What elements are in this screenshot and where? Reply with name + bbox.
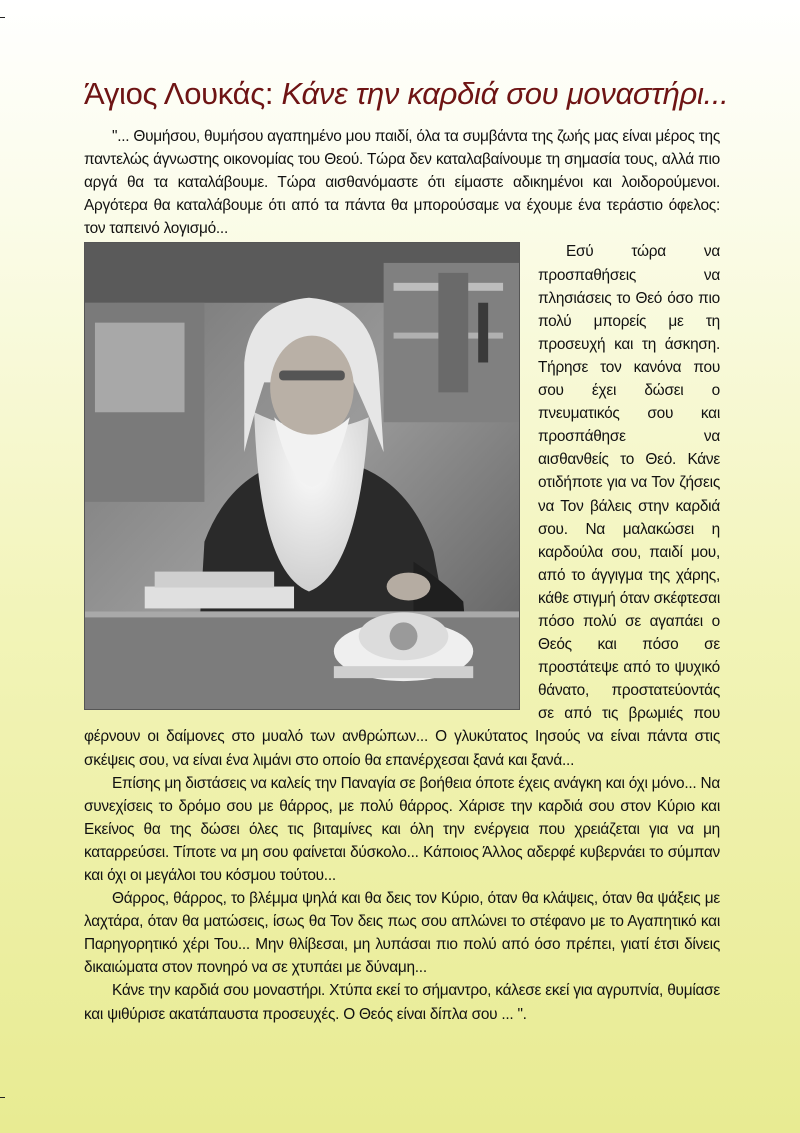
photo-elder-seated	[85, 243, 519, 709]
saint-photo	[84, 242, 520, 710]
article-body	[84, 125, 720, 1026]
title-saint-name: Άγιος Λουκάς:	[84, 76, 282, 111]
paragraph-4: Θάρρος, θάρρος, το βλέμμα ψηλά και θα δεις τον Κύριο, όταν θα κλάψεις, όταν θα ψάξεις με λαχτάρα, όταν θα ματώσεις, ίσως θα Τον δεις πως σου απλώνει το στέφανο με το Αγαπητικό και Παρηγορητικό χέρι Του... Μην θλίβεσαι, μη λυπάσαι πιο πολύ από όσο πρέπει, γιατί έτσι δίνεις δικαιώματα στον πονηρό να σε χτυπάει με δύναμη...	[84, 890, 720, 977]
crop-mark-bottom	[0, 1097, 5, 1098]
paragraph-3: Επίσης μη διστάσεις να καλείς την Παναγία σε βοήθεια όποτε έχεις ανάγκη και όχι μόνο... Να συνεχίσεις το δρόμο σου με θάρρος, με πολύ θάρρος. Χάρισε την καρδιά σου στον Κύριο και Εκείνος θα της δώσει όλες τις βιταμίνες και όλη την ενέργεια που χρειάζεται για να μη καταρρεύσει. Τίποτε να μη σου φαίνεται δύσκολο... Κάποιος Άλλος αδερφέ κυβερνάει το σύμπαν και όχι οι μεγάλοι του κόσμου τούτου...	[84, 774, 720, 884]
paragraph-2-text: Εσύ τώρα να προσπαθήσεις να πλησιάσεις το Θεό όσο πιο πολύ μπορείς με τη προσευχή και τη άσκηση. Τήρησε τον κανόνα που σου έχει δώσει ο πνευματικός σου και προσπάθησε να αισθανθείς το Θεό. Κάνε οτιδήποτε για να Τον ζήσεις να Τον βάλεις στην καρδιά σου. Να μαλακώσει η καρδούλα σου, παιδί μου, από το άγγιγμα της χάρης, κάθε στιγμή όταν σκέφτεσαι πόσο πολύ σε αγαπάει ο Θεός και πόσο σε προστάτεψε από το ψυχικό θάνατο, προστατεύοντάς σε από τις βρωμιές που φέρνουν οι δαίμονες στο μυαλό των ανθρώπων... Ο γλυκύτατος Ιησούς να είναι πάντα στις σκέψεις σου, να είναι ένα λιμάνι στο οποίο θα επανέρχεσαι ξανά και ξανά...	[84, 243, 720, 769]
paragraph-2	[84, 240, 720, 771]
paragraph-1: "... Θυμήσου, θυμήσου αγαπημένο μου παιδί, όλα τα συμβάντα της ζωής μας είναι μέρος της παντελώς άγνωστης οικονομίας του Θεού. Τώρα δεν καταλαβαίνουμε τη σημασία τους, αλλά πιο αργά θα τα καταλάβουμε. Τώρα αισθανόμαστε ότι είμαστε αδικημένοι και λοιδορούμενοι. Αργότερα θα καταλάβουμε ότι από τα πάντα θα μπορούσαμε να έχουμε ένα τεράστιο όφελος: τον ταπεινό λογισμό...	[84, 128, 720, 238]
title-subtitle: Κάνε την καρδιά σου μοναστήρι...	[281, 76, 729, 111]
article-title	[84, 74, 744, 114]
paragraph-5: Κάνε την καρδιά σου μοναστήρι. Χτύπα εκεί το σήμαντρο, κάλεσε εκεί για αγρυπνία, θυμίασε και ψιθύρισε ακατάπαυστα προσευχές. Ο Θεός είναι δίπλα σου ... ".	[84, 982, 720, 1023]
crop-mark-top	[0, 17, 5, 18]
